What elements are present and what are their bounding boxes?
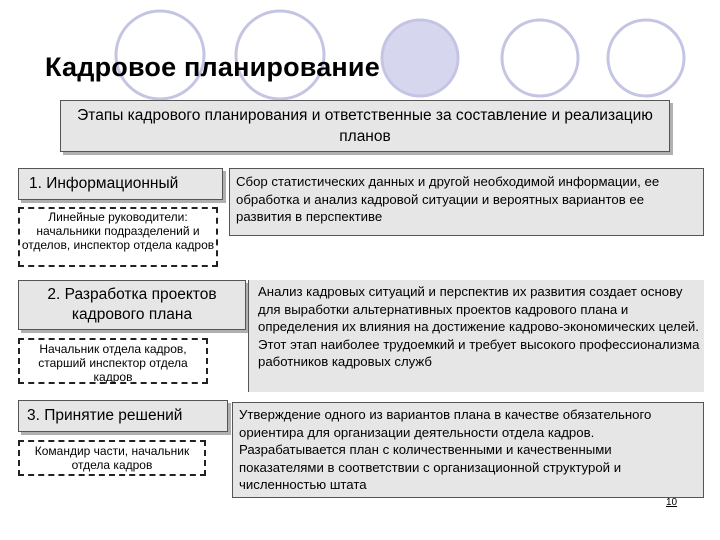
stage-1-description: Сбор статистических данных и другой необходимой информации, ее обработка и анализ кадровой ситуации и вероятных вариантов ее развития в перспективе — [229, 168, 704, 236]
stage-1-responsible: Линейные руководители: начальники подразделений и отделов, инспектор отдела кадров — [18, 207, 218, 267]
subtitle-box: Этапы кадрового планирования и ответственные за составление и реализацию планов — [60, 100, 670, 152]
stage-3-responsible: Командир части, начальник отдела кадров — [18, 440, 206, 476]
page-number: 10 — [666, 497, 678, 508]
decor-circle — [608, 20, 684, 96]
stage-3-title: 3. Принятие решений — [18, 400, 228, 432]
stage-2-description: Анализ кадровых ситуаций и перспектив их развития создает основу для выработки альтернативных проектов кадрового плана и определения их влияния на достижение кадрово-экономических целей. Этот этап наиболее трудоемкий и требует высокого профессионализма работников кадровых служб — [248, 280, 704, 392]
stage-2-responsible: Начальник отдела кадров, старший инспектор отдела кадров — [18, 338, 208, 384]
stage-3-description: Утверждение одного из вариантов плана в качестве обязательного ориентира для организации деятельности отдела кадров. Разрабатывается план с количественными и качественными показателями в соответствии с организационной структурой и численностью штата — [232, 402, 704, 498]
decor-circle-filled — [382, 20, 458, 96]
stage-1-title: 1. Информационный — [18, 168, 223, 200]
stage-2-title: 2. Разработка проектов кадрового плана — [18, 280, 246, 330]
decor-circle — [502, 20, 578, 96]
page-title: Кадровое планирование — [45, 52, 380, 82]
